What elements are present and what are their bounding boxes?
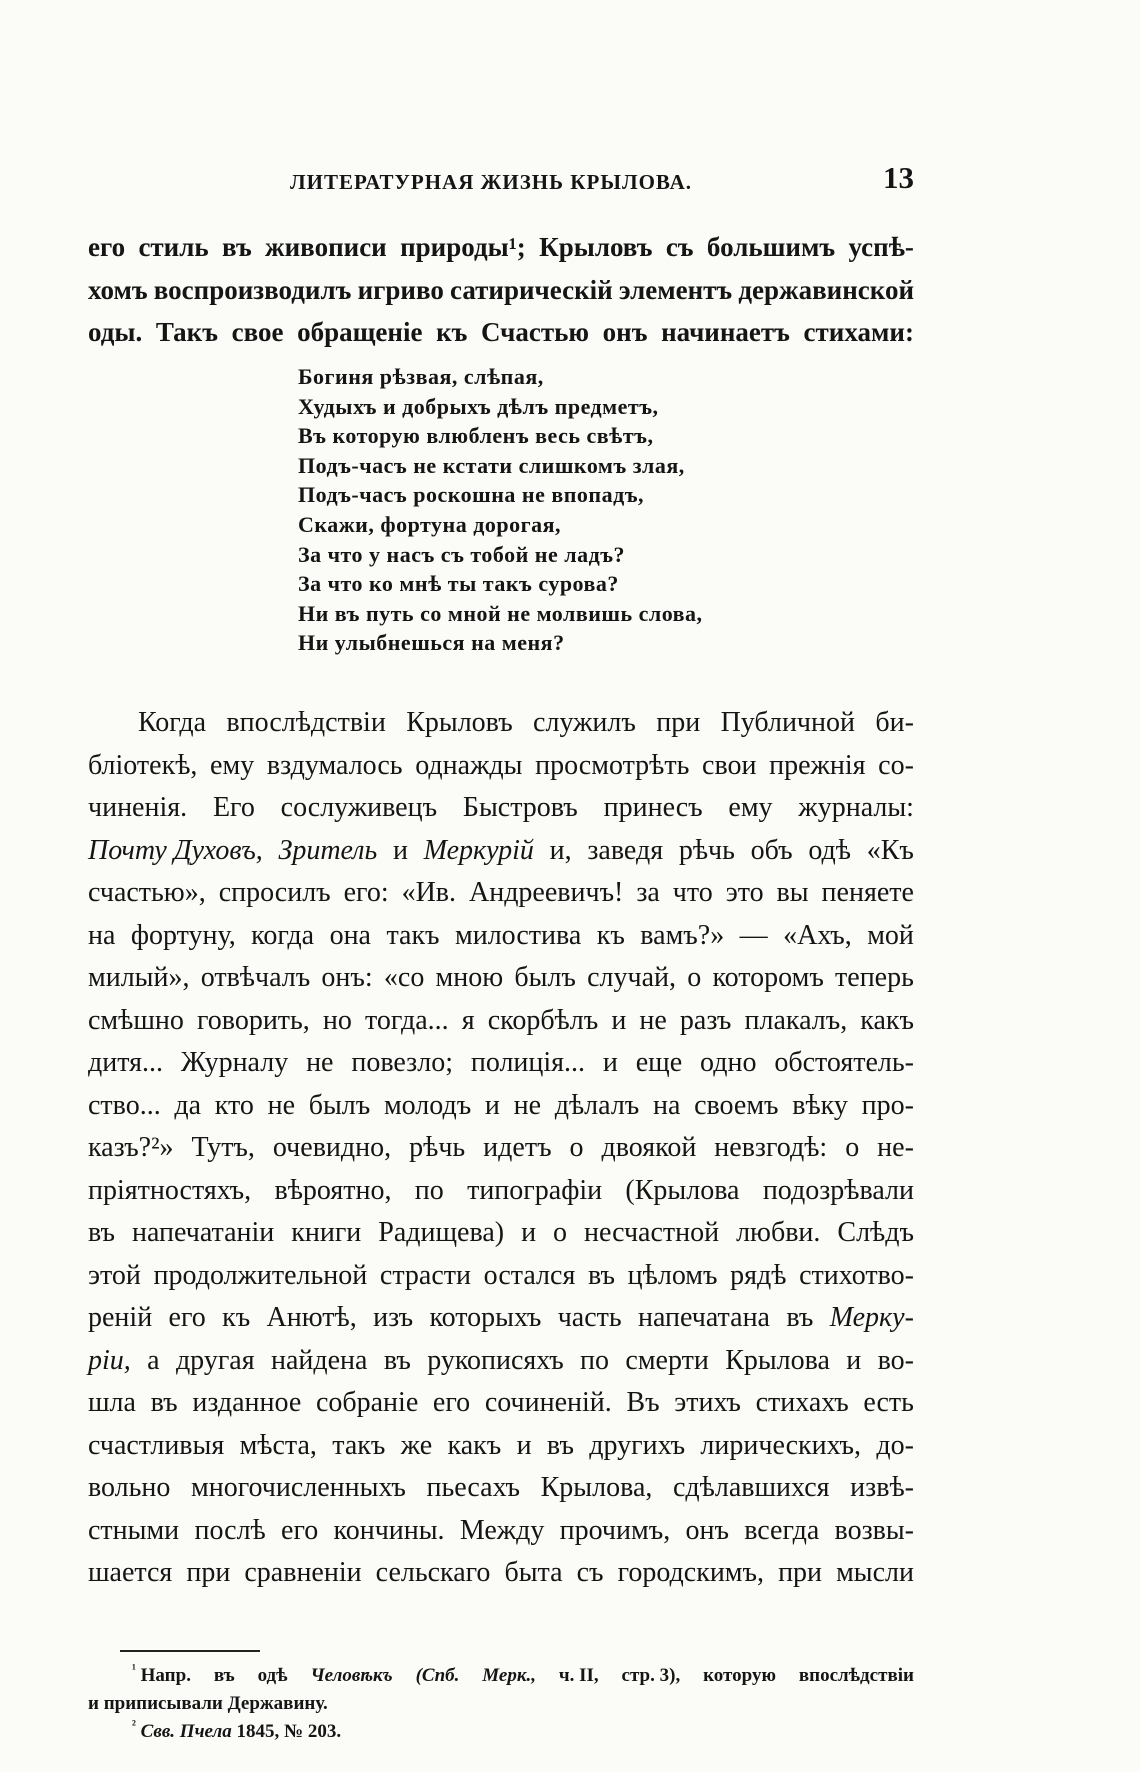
word: еще <box>635 1047 683 1078</box>
word: по <box>414 1174 444 1206</box>
text-line <box>88 1042 914 1085</box>
word: Между <box>459 1514 545 1546</box>
word: сочиненій. <box>484 1387 612 1418</box>
word: шается <box>88 1557 173 1588</box>
word: это <box>725 877 764 908</box>
poem-block <box>298 362 818 658</box>
text-line <box>88 1297 914 1340</box>
word: его <box>281 1514 319 1546</box>
word: Крыловъ <box>406 707 513 738</box>
word: живописи <box>265 232 387 262</box>
word: и <box>521 1217 537 1248</box>
word: она <box>329 919 371 951</box>
word: счастливыя <box>88 1429 225 1461</box>
journal-title: Мерку- <box>829 1302 914 1333</box>
text-line <box>88 872 914 915</box>
word: Анютѣ, <box>266 1302 357 1333</box>
word: Слѣдъ <box>837 1217 914 1248</box>
word: Крылова, <box>540 1472 653 1503</box>
word: впослѣдствіи <box>798 1665 914 1686</box>
journal-title: Почту Духовъ, <box>88 834 263 866</box>
word: часть <box>557 1302 622 1333</box>
word: другая <box>175 1344 255 1376</box>
word: его <box>88 232 126 262</box>
word: природы¹; <box>400 232 526 262</box>
word: (Спб. <box>415 1665 460 1686</box>
word: ство... <box>88 1089 161 1121</box>
word: о <box>569 1132 584 1163</box>
word: подозрѣвали <box>762 1174 914 1206</box>
word: «Къ <box>866 834 914 866</box>
word: пеняете <box>821 877 914 908</box>
word: одѣ <box>808 834 851 866</box>
word: быта <box>504 1557 563 1588</box>
paragraph-intro <box>88 226 914 354</box>
word: счастью», <box>88 877 206 908</box>
text-line <box>88 1085 914 1128</box>
word: да <box>174 1089 202 1121</box>
word: мѣста, <box>239 1429 317 1461</box>
word: одно <box>700 1047 757 1078</box>
footnote-marker: ² <box>132 1717 136 1732</box>
word: и <box>484 1089 500 1121</box>
word: страсти <box>379 1259 472 1291</box>
word: смѣшно <box>88 1004 184 1036</box>
word: которую <box>703 1665 776 1686</box>
text-line <box>88 745 914 788</box>
word: былъ <box>514 962 576 993</box>
word: по <box>580 1344 610 1376</box>
word: Тутъ, <box>191 1132 255 1163</box>
word: заведя <box>587 834 664 866</box>
word: свое <box>231 317 284 347</box>
word: когда <box>251 919 315 951</box>
word: напечатана <box>638 1302 770 1333</box>
text-line <box>88 226 914 269</box>
word: онъ <box>685 1514 729 1546</box>
poem-line: Богиня рѣзвая, слѣпая, <box>298 364 544 389</box>
word: пьесахъ <box>426 1472 520 1503</box>
word: изданное <box>192 1387 302 1418</box>
poem-line: Худыхъ и добрыхъ дѣлъ предметъ, <box>298 393 659 419</box>
word: во- <box>877 1344 914 1376</box>
word: прочимъ, <box>559 1514 671 1546</box>
word: былъ <box>308 1089 371 1121</box>
word: дитя... <box>88 1047 163 1078</box>
word: обстоятель- <box>774 1047 914 1078</box>
text-line <box>88 1467 914 1510</box>
word: со- <box>878 749 914 781</box>
word: рѣчь <box>409 1132 466 1163</box>
word: какъ <box>860 1004 914 1036</box>
word: и <box>516 1429 532 1461</box>
word: но <box>322 1004 352 1036</box>
word: его: <box>343 877 389 908</box>
word: многочисленныхъ <box>191 1472 406 1503</box>
word: очевидно, <box>272 1132 392 1163</box>
word: служилъ <box>533 707 636 738</box>
word: вѣроятно, <box>274 1174 392 1206</box>
word: вольно <box>88 1472 171 1503</box>
word: цѣломъ <box>627 1259 718 1291</box>
word: элементъ <box>618 274 733 305</box>
word: онъ <box>602 317 648 347</box>
footnote-text <box>132 1662 191 1690</box>
word: за <box>636 877 660 908</box>
word: мой <box>867 919 914 951</box>
running-title: ЛИТЕРАТУРНАЯ ЖИЗНЬ КРЫЛОВА. <box>290 170 693 194</box>
word: и <box>611 1004 627 1036</box>
word: двоякой <box>601 1132 697 1163</box>
text-line <box>88 1000 914 1043</box>
word: лирическихъ, <box>700 1429 861 1461</box>
word: я <box>461 1004 475 1036</box>
word: въ <box>786 1302 814 1333</box>
footnote-1 <box>88 1662 914 1690</box>
word: которыхъ <box>429 1302 542 1333</box>
word: на <box>88 919 116 951</box>
text-line <box>88 1340 914 1383</box>
word: и <box>392 834 408 866</box>
word: свои <box>702 749 757 781</box>
poem-line: За что у насъ съ тобой не ладъ? <box>298 541 626 567</box>
word: Въ <box>626 1387 660 1418</box>
word: воспроизводилъ <box>153 274 352 305</box>
footnote-1-continued <box>88 1690 914 1718</box>
word: милый», <box>88 962 190 993</box>
footnote-2 <box>88 1718 914 1746</box>
word: идетъ <box>483 1132 552 1163</box>
word: «со <box>383 962 425 993</box>
journal-title: Меркурій <box>423 834 534 866</box>
word: вѣку <box>792 1089 848 1121</box>
word: напечатаніи <box>131 1217 275 1248</box>
poem-line: Въ которую влюбленъ весь свѣтъ, <box>298 423 654 449</box>
word: Такъ <box>155 317 218 347</box>
word: сатирическій <box>450 274 613 305</box>
word: стиль <box>138 232 209 262</box>
word: хомъ <box>88 274 148 305</box>
text-line <box>88 1212 914 1255</box>
word: при <box>778 1557 823 1588</box>
word: ему <box>728 792 773 823</box>
word: этой <box>88 1259 141 1291</box>
word: разъ <box>679 1004 732 1036</box>
word: что <box>672 877 713 908</box>
word: несчастной <box>583 1217 720 1248</box>
text-line <box>88 1552 914 1595</box>
word: онъ: <box>321 962 373 993</box>
word: собраніе <box>315 1387 419 1418</box>
word: всегда <box>744 1514 820 1546</box>
word: молодъ <box>383 1089 472 1121</box>
word: случай, <box>587 962 677 993</box>
text-line <box>88 957 914 1000</box>
word: Когда <box>138 707 207 738</box>
text-line <box>88 702 914 745</box>
word: впослѣдствіи <box>226 707 386 738</box>
word: рѣчь <box>678 834 735 866</box>
word: съ <box>576 1557 604 1588</box>
word: просмотрѣть <box>535 749 690 781</box>
word: его <box>168 1302 206 1333</box>
word: прежнія <box>769 749 866 781</box>
word: въ <box>213 1665 235 1686</box>
word: мною <box>435 962 504 993</box>
text-line <box>88 787 914 830</box>
word: не <box>513 1089 542 1121</box>
word: бліотекѣ, <box>88 749 198 781</box>
word: Крыловъ <box>539 232 653 262</box>
word: которомъ <box>712 962 824 993</box>
word: его <box>432 1387 471 1418</box>
word: однажды <box>415 749 523 781</box>
word: съ <box>665 232 694 262</box>
text-line <box>88 1382 914 1425</box>
journal-title: Мерк., <box>482 1665 536 1686</box>
word: возвы- <box>834 1514 914 1546</box>
word: рядѣ <box>730 1259 787 1291</box>
word: къ <box>596 919 625 951</box>
word: стихахъ <box>755 1387 849 1418</box>
word: большимъ <box>706 232 836 262</box>
word: а <box>147 1344 160 1376</box>
journal-title: Зритель <box>278 834 378 866</box>
word: вы <box>776 877 809 908</box>
word: Журналу <box>180 1047 289 1078</box>
word: остался <box>483 1259 576 1291</box>
word: такъ <box>386 919 440 951</box>
word: Быстровъ <box>462 792 578 823</box>
text-line <box>88 830 914 873</box>
word: — <box>739 919 768 951</box>
word: стихами: <box>803 317 914 347</box>
word: Его <box>212 792 255 823</box>
word: не <box>306 1047 334 1078</box>
word: въ <box>88 1217 116 1248</box>
word: извѣ- <box>850 1472 914 1503</box>
word: говорить, <box>197 1004 310 1036</box>
word: повезло; <box>351 1047 453 1078</box>
word: отвѣчалъ <box>200 962 311 993</box>
poem-line: Подъ-часъ не кстати слишкомъ злая, <box>298 452 685 478</box>
word: на <box>652 1089 681 1121</box>
page-header <box>290 160 914 200</box>
word: вздумалось <box>266 749 403 781</box>
word: и <box>602 1047 618 1078</box>
text-line <box>88 269 914 312</box>
word: же <box>400 1429 433 1461</box>
word: до- <box>876 1429 914 1461</box>
word: мысли <box>836 1557 914 1588</box>
word: невзгодѣ: <box>714 1132 828 1163</box>
word: «Ахъ, <box>783 919 852 951</box>
word: объ <box>750 834 793 866</box>
word: сельскаго <box>375 1557 491 1588</box>
word: вамъ?» <box>640 919 725 951</box>
word: теперь <box>835 962 914 993</box>
word: Напр. <box>140 1665 191 1686</box>
journal-title: ріи, <box>88 1344 131 1376</box>
text-line <box>88 1510 914 1553</box>
word: Счастью <box>481 317 590 347</box>
word: въ <box>546 1429 574 1461</box>
word: начинаетъ <box>661 317 790 347</box>
word: и, <box>549 834 572 866</box>
word: книги <box>291 1217 362 1248</box>
word: чиненія. <box>88 792 188 823</box>
word: любви. <box>736 1217 821 1248</box>
word: къ <box>222 1302 251 1333</box>
word: такъ <box>332 1429 386 1461</box>
word: «Ив. <box>401 877 457 908</box>
word: шла <box>88 1387 136 1418</box>
word: не <box>639 1004 667 1036</box>
word: стными <box>88 1514 180 1546</box>
word: къ <box>436 317 468 347</box>
word: въ <box>150 1387 178 1418</box>
word: казъ?²» <box>88 1132 174 1163</box>
word: своемъ <box>694 1089 779 1121</box>
text-line <box>88 1127 914 1170</box>
poem-line: Ни улыбнешься на меня? <box>298 630 565 656</box>
text-line <box>88 915 914 958</box>
word: одѣ <box>257 1665 288 1686</box>
word: смерти <box>625 1344 709 1376</box>
word: про- <box>861 1089 914 1121</box>
work-title: Человѣкъ <box>310 1665 393 1686</box>
word: кто <box>214 1089 254 1121</box>
word: полиція... <box>470 1047 586 1078</box>
footnote-text: 1845, № 203. <box>236 1721 342 1742</box>
word: реній <box>88 1302 153 1333</box>
poem-line: Скажи, фортуна дорогая, <box>298 511 561 537</box>
word: скорбѣлъ <box>487 1004 599 1036</box>
word: журналы: <box>798 792 914 823</box>
word: пріятностяхъ, <box>88 1174 252 1206</box>
word: не <box>267 1089 296 1121</box>
word: найдена <box>270 1344 368 1376</box>
text-line <box>88 311 914 354</box>
journal-title: Свв. Пчела <box>140 1721 232 1742</box>
word: въ <box>222 232 252 262</box>
word: и <box>846 1344 862 1376</box>
text-line <box>88 1170 914 1213</box>
word: въ <box>383 1344 411 1376</box>
word: ч. II, <box>558 1665 599 1686</box>
word: стихотво- <box>799 1259 914 1291</box>
footnote-marker: ¹ <box>132 1661 136 1676</box>
word: сдѣлавшихся <box>673 1472 830 1503</box>
word: дѣлалъ <box>554 1089 640 1121</box>
word: милостива <box>454 919 582 951</box>
word: обращеніе <box>297 317 423 347</box>
word: послѣ <box>194 1514 266 1546</box>
word: би- <box>875 707 914 738</box>
word: есть <box>863 1387 914 1418</box>
word: при <box>186 1557 231 1588</box>
word: не- <box>877 1132 914 1163</box>
word: спросилъ <box>218 877 331 908</box>
poem-line: Ни въ путь со мной не молвишь слова, <box>298 600 703 626</box>
word: Андреевичъ! <box>468 877 624 908</box>
word: при <box>656 707 701 738</box>
word: въ <box>587 1259 615 1291</box>
word: Публичной <box>720 707 855 738</box>
word: Радищева) <box>378 1217 505 1248</box>
word: успѣ- <box>848 232 914 262</box>
word: типографіи <box>467 1174 603 1206</box>
word: о <box>553 1217 568 1248</box>
word: (Крылова <box>625 1174 740 1206</box>
word: державинской <box>738 274 914 305</box>
word: сослуживецъ <box>280 792 438 823</box>
text-line <box>88 1425 914 1468</box>
word: Крылова <box>725 1344 830 1376</box>
footnote-separator <box>120 1650 260 1652</box>
word: рукописяхъ <box>427 1344 564 1376</box>
word: другихъ <box>589 1429 686 1461</box>
word: игриво <box>357 274 444 305</box>
word: городскимъ, <box>617 1557 765 1588</box>
word: о <box>845 1132 860 1163</box>
poem-line: За что ко мнѣ ты такъ сурова? <box>298 571 619 597</box>
word: тогда... <box>364 1004 449 1036</box>
word: плакалъ, <box>744 1004 848 1036</box>
page-number: 13 <box>883 160 914 195</box>
word: фортуну, <box>130 919 236 951</box>
footnotes <box>88 1662 914 1746</box>
word: стр. 3), <box>621 1665 681 1686</box>
word: этихъ <box>674 1387 741 1418</box>
word: оды. <box>88 317 143 347</box>
word: принесъ <box>603 792 703 823</box>
word: сравненіи <box>244 1557 362 1588</box>
word: ему <box>210 749 255 781</box>
footnote-text: и приписывали Державину. <box>88 1693 328 1714</box>
word: какъ <box>447 1429 502 1461</box>
word: о <box>687 962 702 993</box>
text-line <box>88 1255 914 1298</box>
word: изъ <box>373 1302 414 1333</box>
poem-line: Подъ-часъ роскошна не впопадъ, <box>298 482 645 508</box>
word: продолжительной <box>153 1259 368 1291</box>
word: кончины. <box>333 1514 445 1546</box>
paragraph-main <box>88 702 914 1595</box>
